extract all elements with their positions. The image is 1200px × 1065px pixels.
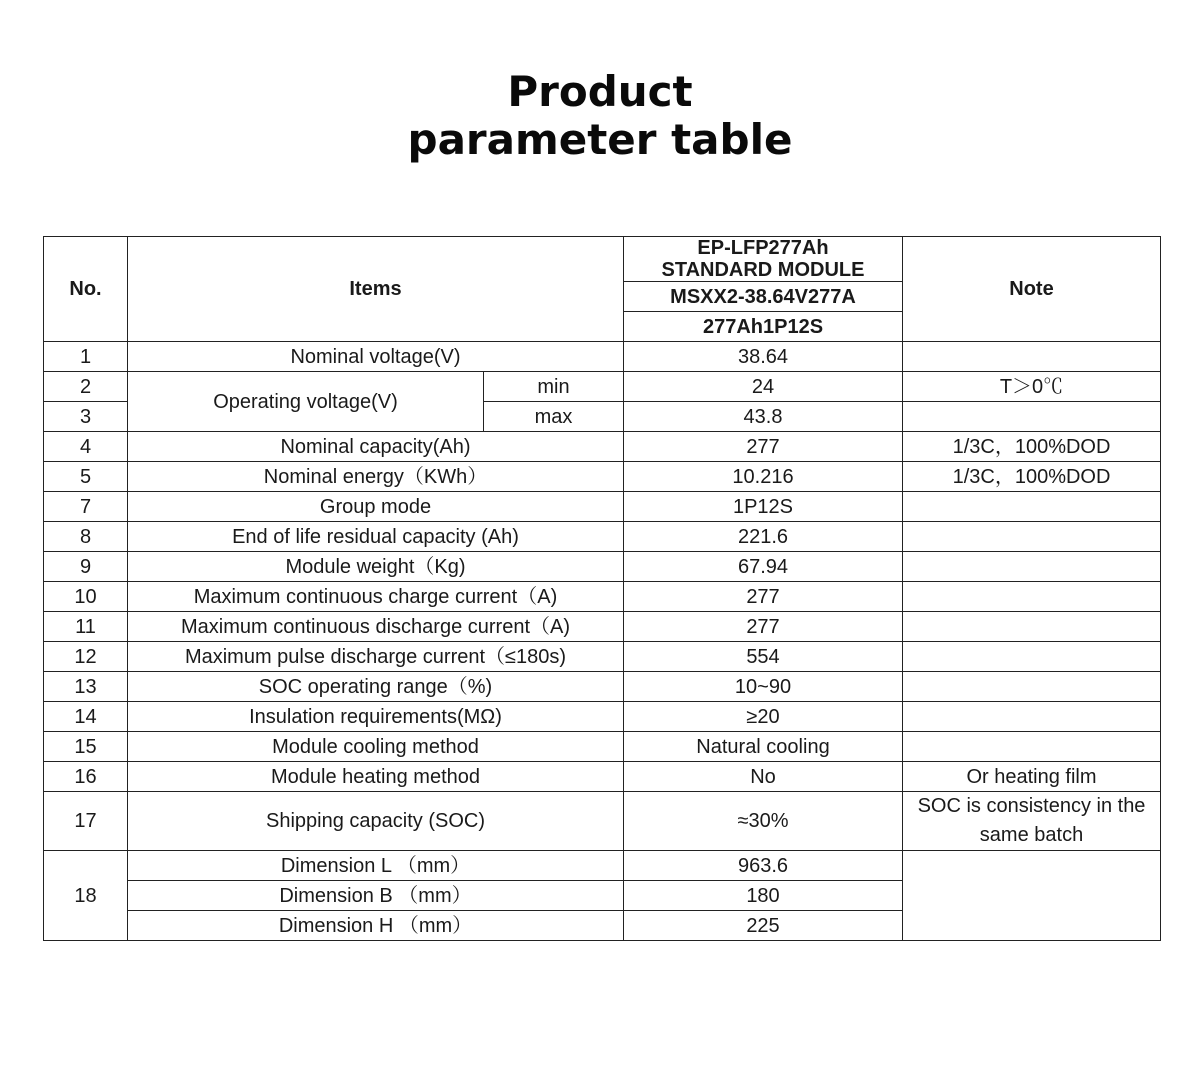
row-note [903,492,1161,522]
row-value: 225 [624,911,903,941]
row-note [903,732,1161,762]
row-note: Or heating film [903,762,1161,792]
row-value: 10~90 [624,672,903,702]
row-note [903,402,1161,432]
row-note [903,612,1161,642]
table-row [44,702,1161,732]
row-item: Module cooling method [128,732,624,762]
table-row [44,552,1161,582]
page-title [0,68,1200,164]
table-row [44,851,1161,881]
row-item: End of life residual capacity (Ah) [128,522,624,552]
row-value: 277 [624,432,903,462]
row-note: 1/3C，100%DOD [903,432,1161,462]
row-item: SOC operating range（%) [128,672,624,702]
row-no: 7 [44,492,128,522]
row-no: 11 [44,612,128,642]
row-value: 43.8 [624,402,903,432]
row-item: Insulation requirements(MΩ) [128,702,624,732]
row-item: Dimension B （mm） [128,881,624,911]
row-item: Dimension H （mm） [128,911,624,941]
row-no: 14 [44,702,128,732]
row-note [903,522,1161,552]
row-note [903,552,1161,582]
row-value: 554 [624,642,903,672]
row-note: T＞0℃ [903,372,1161,402]
row-note [903,582,1161,612]
row-no: 10 [44,582,128,612]
row-value: 10.216 [624,462,903,492]
row-item: Module weight（Kg) [128,552,624,582]
page-title-line1: Product [507,67,693,116]
row-no: 9 [44,552,128,582]
header-no: No. [44,237,128,342]
row-note [903,672,1161,702]
header-model [624,237,903,282]
row-item: Dimension L （mm） [128,851,624,881]
row-no: 1 [44,342,128,372]
table-row [44,642,1161,672]
row-item: Operating voltage(V) [128,372,484,432]
parameter-table [43,236,1161,941]
row-value: Natural cooling [624,732,903,762]
row-no: 3 [44,402,128,432]
row-no: 5 [44,462,128,492]
row-value: ≈30% [624,792,903,851]
page-title-line2: parameter table [407,115,793,164]
table-row [44,372,1161,402]
table-header-row [44,237,1161,282]
row-no: 8 [44,522,128,552]
row-item: Maximum pulse discharge current（≤180s) [128,642,624,672]
row-item: Nominal energy（KWh） [128,462,624,492]
header-items: Items [128,237,624,342]
row-value: 1P12S [624,492,903,522]
row-item: Group mode [128,492,624,522]
row-item: Maximum continuous discharge current（A) [128,612,624,642]
table-row [44,492,1161,522]
table-row [44,762,1161,792]
row-note [903,342,1161,372]
row-subitem: min [484,372,624,402]
row-no: 2 [44,372,128,402]
row-note [903,642,1161,672]
row-note: SOC is consistency in the same batch [903,792,1161,851]
row-value: 38.64 [624,342,903,372]
table-row [44,342,1161,372]
row-no: 12 [44,642,128,672]
table-row [44,732,1161,762]
row-note [903,702,1161,732]
row-item: Nominal voltage(V) [128,342,624,372]
row-no: 15 [44,732,128,762]
row-no: 13 [44,672,128,702]
table-row [44,582,1161,612]
row-note [903,851,1161,941]
table-row [44,432,1161,462]
row-value: 963.6 [624,851,903,881]
table-row [44,792,1161,851]
header-note: Note [903,237,1161,342]
row-no: 4 [44,432,128,462]
row-value: 67.94 [624,552,903,582]
header-model-code: MSXX2-38.64V277A [624,282,903,312]
row-value: 24 [624,372,903,402]
row-value: ≥20 [624,702,903,732]
row-no: 17 [44,792,128,851]
table-row [44,462,1161,492]
header-model-line1: EP-LFP277Ah [697,237,829,259]
table-row [44,612,1161,642]
table-row [44,522,1161,552]
header-model-config: 277Ah1P12S [624,312,903,342]
row-value: 221.6 [624,522,903,552]
row-item: Nominal capacity(Ah) [128,432,624,462]
row-subitem: max [484,402,624,432]
row-item: Module heating method [128,762,624,792]
row-note: 1/3C，100%DOD [903,462,1161,492]
header-model-line2: STANDARD MODULE [661,259,865,281]
row-item: Shipping capacity (SOC) [128,792,624,851]
table-row [44,672,1161,702]
row-no: 18 [44,851,128,941]
row-value: No [624,762,903,792]
row-item: Maximum continuous charge current（A) [128,582,624,612]
row-no: 16 [44,762,128,792]
row-value: 180 [624,881,903,911]
row-value: 277 [624,612,903,642]
row-value: 277 [624,582,903,612]
